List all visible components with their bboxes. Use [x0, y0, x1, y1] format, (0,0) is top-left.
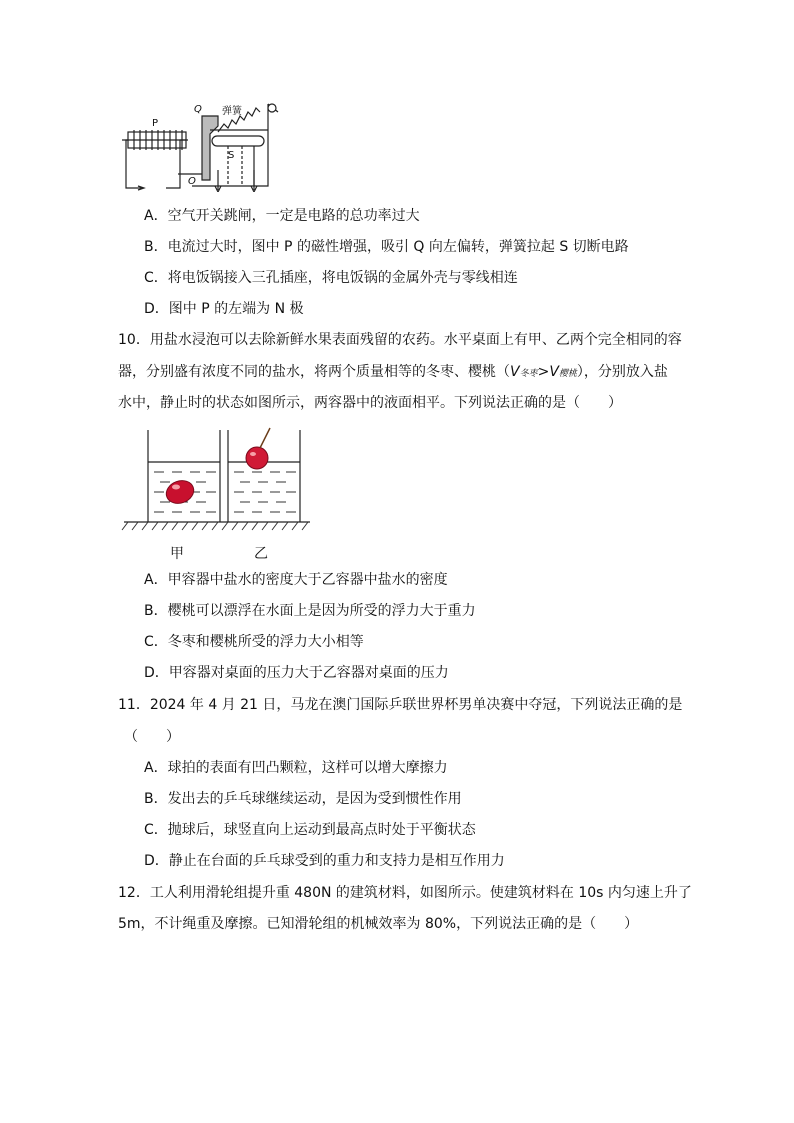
q12-stem-line1: 12．工人利用滑轮组提升重 480N 的建筑材料，如图所示。使建筑材料在 10s 内匀速上升了	[118, 885, 692, 901]
q10-option-b: B．樱桃可以漂浮在水面上是因为所受的浮力大于重力	[144, 603, 476, 619]
q11-option-a: A．球拍的表面有凹凸颗粒，这样可以增大摩擦力	[144, 760, 448, 776]
q9-option-d: D．图中 P 的左端为 N 极	[144, 301, 304, 317]
q11-option-c: C．抛球后，球竖直向上运动到最高点时处于平衡状态	[144, 822, 476, 838]
q10-stem-line2: 器，分别盛有浓度不同的盐水，将两个质量相等的冬枣、樱桃（V冬枣>V樱桃），分别放入盐	[118, 364, 668, 380]
q10-option-a: A．甲容器中盐水的密度大于乙容器中盐水的密度	[144, 572, 448, 588]
q9-option-b: B．电流过大时，图中 P 的磁性增强，吸引 Q 向左偏转，弹簧拉起 S 切断电路	[144, 239, 629, 255]
label-q: Q	[194, 104, 202, 115]
label-spring: 弹簧	[222, 106, 242, 117]
q9-option-a: A．空气开关跳闸，一定是电路的总功率过大	[144, 208, 420, 224]
cherry-icon	[246, 447, 268, 469]
air-switch-diagram	[118, 100, 288, 192]
q10-option-c: C．冬枣和樱桃所受的浮力大小相等	[144, 634, 364, 650]
q10-stem-line1: 10．用盐水浸泡可以去除新鲜水果表面残留的农药。水平桌面上有甲、乙两个完全相同的容	[118, 332, 682, 348]
q11-stem-line2: （ ）	[124, 729, 180, 745]
label-p: P	[152, 118, 159, 129]
q10-stem-line3: 水中，静止时的状态如图所示，两容器中的液面相平。下列说法正确的是（ ）	[118, 395, 622, 411]
q12-stem-line2: 5m，不计绳重及摩擦。已知滑轮组的机械效率为 80%，下列说法正确的是（ ）	[118, 916, 639, 932]
q9-option-c: C．将电饭锅接入三孔插座，将电饭锅的金属外壳与零线相连	[144, 270, 518, 286]
q10-option-d: D．甲容器对桌面的压力大于乙容器对桌面的压力	[144, 665, 449, 681]
q11-option-b: B．发出去的乒乓球继续运动，是因为受到惯性作用	[144, 791, 462, 807]
label-jia: 甲	[170, 546, 184, 562]
label-s: S	[228, 150, 235, 161]
label-o: O	[188, 176, 196, 187]
q11-option-d: D．静止在台面的乒乓球受到的重力和支持力是相互作用力	[144, 853, 505, 869]
containers-diagram	[120, 422, 312, 536]
q11-stem-line1: 11．2024 年 4 月 21 日，马龙在澳门国际乒联世界杯男单决赛中夺冠，下列说法正确的是	[118, 697, 683, 713]
jujube-icon	[163, 477, 197, 507]
label-yi: 乙	[254, 546, 268, 562]
